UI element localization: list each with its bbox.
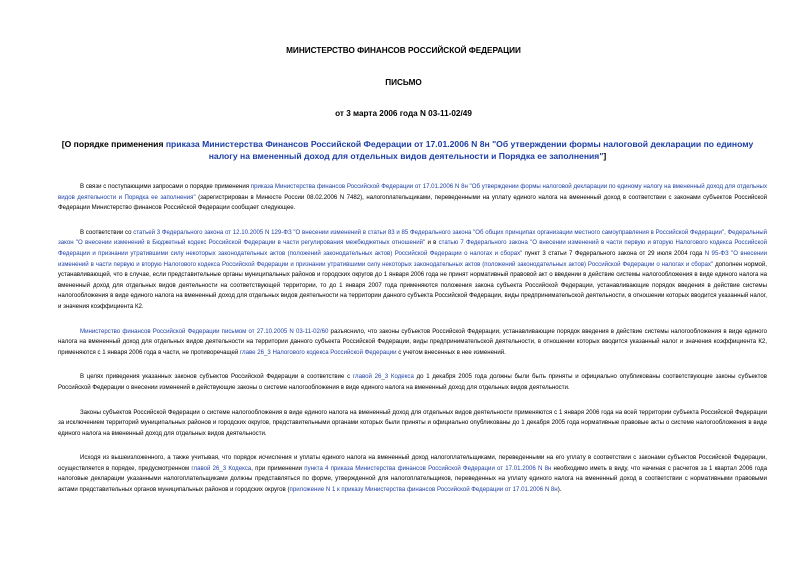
p2-article-7-link[interactable]: статью 7 Федерального закона "О внесении изменений в части первую и вторую Налогового кодекса Российской Федерации и признании утратившими силу некоторых законодательных актов (положений законодательных актов) Российской Федерации о налогах и сборах": [58, 239, 767, 257]
paragraph-3: [58, 327, 767, 359]
p4-text-2: до 1 декабря 2005 года должны были быть приняты и официально опубликованы соответствующие законы субъектов Российской Федерации о внесении изменений в действующие законы о системе налогообложения в виде единого налога на вмененный доход для отдельных видов деятельности.: [58, 373, 768, 391]
p3-chapter-link[interactable]: главе 26_3 Налогового кодекса Российской Федерации: [239, 348, 397, 356]
p3-letter-link[interactable]: Министерство финансов Российской Федерации письмом от 27.10.2005 N 03-11-02/60: [80, 327, 329, 335]
paragraph-4: [58, 372, 767, 393]
p5-text-1: Законы субъектов Российской Федерации о системе налогообложения в виде единого налога на вмененный доход для отдельных видов деятельности применяются с 1 января 2006 года на всей территории субъекта Российской Федерации за исключением территорий муниципальных районов и городских округов, представительными органами которых были приняты и официально опубликованы до 1 декабря 2005 года нормативные правовые акты о системе налогообложения в виде единого налога на вмененный доход для отдельных видов деятельности.: [58, 408, 767, 437]
p1-order-link[interactable]: приказа Министерства финансов Российской Федерации от 17.01.2006 N 8н "Об утверждении формы налоговой декларации по единому налогу на вмененный доход для отдельных видов деятельности и Порядка ее заполнения": [58, 183, 767, 201]
paragraph-6: [58, 453, 767, 495]
p2-text-3: пункт 3 статьи 7 Федерального закона от 29 июля 2004 года: [522, 249, 705, 257]
p2-text-2: и в: [425, 239, 439, 247]
p6-text-1: Исходя из вышеизложенного, а также учитывая, что порядок исчисления и уплаты единого налога на вмененный доход налогоплательщиками, переведенными на его уплату в соответствии с законами субъектов Российской Федерации, осуществляется в порядке, предусмотренном: [58, 454, 767, 472]
document-type: ПИСЬМО: [385, 78, 422, 87]
document-body: [58, 182, 767, 510]
p6-order-point-link[interactable]: пункта 4 приказа Министерства финансов Российской Федерации от 17.01.2006 N 8н: [304, 464, 552, 472]
p3-text-1: разъяснило, что законы субъектов Российской Федерации, устанавливающие порядок введения в действие системы налогообложения в виде единого налога на вмененный доход для отдельных видов деятельности на территории данного субъекта Российской Федерации, виды предпринимательской деятельности, в отношении которых вводится указанный налог и значения коэффициента К2, применяются с 1 января 2006 года в части, не противоречащей: [58, 327, 768, 356]
p6-text-2: , при применении: [251, 464, 305, 472]
paragraph-5: [58, 408, 767, 440]
p2-law-129-link[interactable]: статьей 3 Федерального закона от 12.10.2005 N 129-ФЗ "О внесении изменений в статьи 83 и 85 Федерального закона "Об общих принципах организации местного самоуправления в Российской Федерации", Федеральный закон "О внесении изменений в Бюджетный кодекс Российской Федерации в части регулирования межбюджетных отношений": [58, 228, 767, 247]
p6-text-4: ).: [557, 486, 562, 494]
paragraph-1: [58, 182, 767, 214]
document-date-number: от 3 марта 2006 года N 03-11-02/49: [335, 109, 472, 118]
p1-text-1: В связи с поступающими запросами о порядке применения: [80, 183, 251, 190]
p2-law-95-link[interactable]: N 95-ФЗ "О внесении изменений в части первую и вторую Налогового кодекса Российской Федерации и признании утратившими силу некоторых законодательных актов (положений законодательных актов) Российской Федерации о налогах и сборах": [58, 249, 768, 268]
p4-text-1: В целях приведения указанных законов субъектов Российской Федерации в соответствие с: [80, 373, 353, 381]
subject-close: ]: [603, 150, 607, 161]
subject-order-link[interactable]: приказа Министерства Финансов Российской Федерации от 17.01.2006 N 8н "Об утверждении формы налоговой декларации по единому налогу на вмененный доход для отдельных видов деятельности и Порядка ее заполнения": [165, 139, 754, 161]
paragraph-2: [58, 228, 767, 313]
ministry-heading: МИНИСТЕРСТВО ФИНАНСОВ РОССИЙСКОЙ ФЕДЕРАЦИИ: [286, 46, 521, 55]
document-subject: [52, 139, 763, 162]
p4-chapter-link[interactable]: главой 26_3 Кодекса: [352, 373, 414, 381]
p6-text-3: необходимо иметь в виду, что начиная с расчетов за 1 квартал 2006 года налоговые декларации указанными налогоплательщиками должны представляться по форме, утвержденной для налогоплательщиков, переведенных на уплату единого налога на вмененный доход в соответствии с нормативными правовыми актами представительных органов муниципальных районов и городских округов (: [58, 464, 768, 494]
p3-text-2: с учетом внесенных в нее изменений.: [396, 348, 506, 356]
p6-appendix-link[interactable]: приложение N 1 к приказу Министерства финансов Российской Федерации от 17.01.2006 N 8н: [289, 486, 558, 494]
p6-chapter-link[interactable]: главой 26_3 Кодекса: [191, 464, 252, 472]
subject-open: [О порядке применения: [61, 139, 166, 149]
p1-text-2: (зарегистрирован в Минюсте России 08.02.2006 N 7482), налогоплательщиками, переведенными на уплату единого налога на вмененный доход в соответствии с законами субъектов Российской Федерации Министерство финансов Российской Федерации сообщает следующее.: [58, 193, 767, 212]
p2-text-4: дополнен нормой, устанавливающей, что в случае, если представительные органы муниципальных районов и городских округов до 1 января 2006 года не принят нормативный правовой акт о введении в действие системы налогообложения в виде единого налога на вмененный доход для отдельных видов деятельности на соответствующей территории, то до 1 января 2007 года применяются положения закона субъекта Российской Федерации, устанавливающие порядок введения в действие системы налогообложения в виде единого налога на вмененный доход для отдельных видов деятельности на территории данного субъекта Российской Федерации, виды предпринимательской деятельности, в отношении которых вводится указанный налог, и значения коэффициента К2.: [58, 260, 767, 310]
p2-text-1: В соответствии со: [80, 228, 134, 236]
